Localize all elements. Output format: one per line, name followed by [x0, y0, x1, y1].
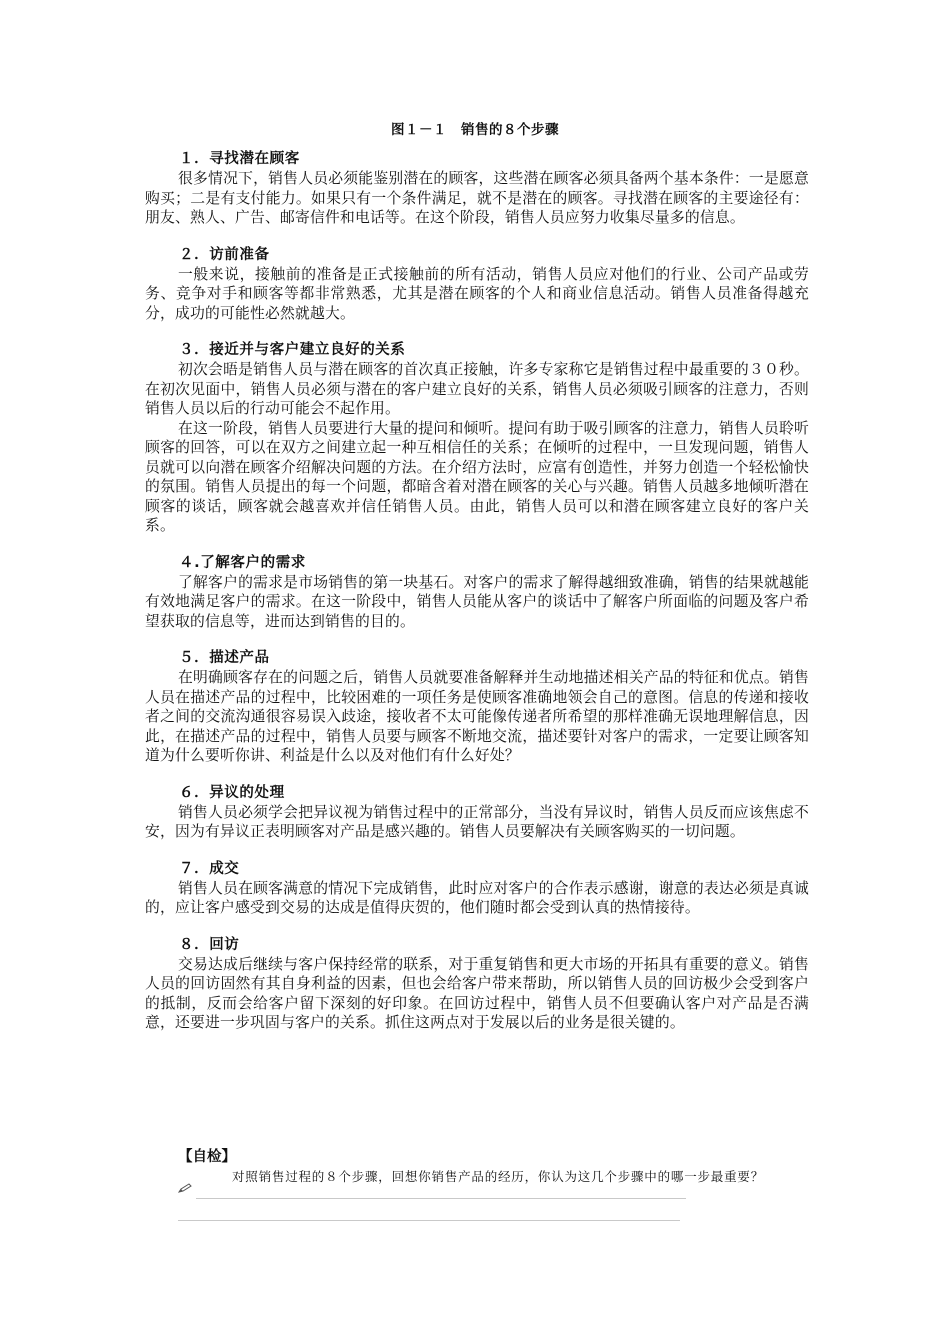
section-paragraph: 在这一阶段，销售人员要进行大量的提问和倾听。提问有助于吸引顾客的注意力，销售人员聆听顾客的回答，可以在双方之间建立起一种互相信任的关系；在倾听的过程中，一旦发现问题，销售人员就可以向潜在顾客介绍解决问题的方法。在介绍方法时，应富有创造性，并努力创造一个轻松愉快的氛围。销售人员提出的每一个问题，都暗含着对潜在顾客的关心与兴趣。销售人员越多地倾听潜在顾客的谈话，顾客就会越喜欢并信任销售人员。由此，销售人员可以和潜在顾客建立良好的客户关系。 [145, 419, 809, 534]
section-heading: ８．回访 [179, 936, 240, 953]
section-paragraph: 在明确顾客存在的问题之后，销售人员就要准备解释并生动地描述相关产品的特征和优点。销售人员在描述产品的过程中，比较困难的一项任务是使顾客准确地领会自己的意图。信息的传递和接收者之间的交流沟通很容易误入歧途，接收者不太可能像传递者所希望的那样准确无误地理解信息，因此，在描述产品的过程中，销售人员要与顾客不断地交流，描述要针对客户的需求，一定要让顾客知道为什么要听你讲、利益是什么以及对他们有什么好处？ [145, 669, 809, 764]
section-3 [145, 341, 809, 536]
main-content [145, 150, 809, 1051]
self-check-question: 对照销售过程的８个步骤，回想你销售产品的经历，你认为这几个步骤中的哪一步最重要？ [232, 1169, 765, 1184]
section-paragraph: 初次会晤是销售人员与潜在顾客的首次真正接触，许多专家称它是销售过程中最重要的３０秒。在初次见面中，销售人员必须与潜在的客户建立良好的关系，销售人员必须吸引顾客的注意力，否则销售人员以后的行动可能会不起作用。 [145, 361, 809, 417]
section-paragraph: 交易达成后继续与客户保持经常的联系，对于重复销售和更大市场的开拓具有重要的意义。销售人员的回访固然有其自身利益的因素，但也会给客户带来帮助，所以销售人员的回访极少会受到客户的抵制，反而会给客户留下深刻的好印象。在回访过程中，销售人员不但要确认客户对产品是否满意，还要进一步巩固与客户的关系。抓住这两点对于发展以后的业务是很关键的。 [145, 955, 809, 1031]
section-4 [145, 554, 809, 632]
self-check [178, 1148, 818, 1185]
section-heading: ７．成交 [179, 860, 240, 877]
section-heading: ４.了解客户的需求 [179, 554, 306, 571]
section-heading: ２．访前准备 [179, 246, 270, 263]
section-5 [145, 649, 809, 766]
answer-line[interactable] [178, 1220, 680, 1221]
section-1 [145, 150, 809, 228]
answer-line[interactable] [196, 1198, 686, 1199]
pencil-icon [178, 1182, 192, 1196]
section-paragraph: 很多情况下，销售人员必须能鉴别潜在的顾客，这些潜在顾客必须具备两个基本条件：一是愿意购买；二是有支付能力。如果只有一个条件满足，就不是潜在的顾客。寻找潜在顾客的主要途径有：朋友、熟人、广告、邮寄信件和电话等。在这个阶段，销售人员应努力收集尽量多的信息。 [145, 170, 809, 226]
figure-title: 图１－１ 销售的８个步骤 [391, 122, 559, 138]
section-heading: ５．描述产品 [179, 650, 270, 666]
section-7 [145, 860, 809, 918]
section-heading: ６．异议的处理 [179, 784, 285, 801]
section-8 [145, 936, 809, 1033]
section-paragraph: 销售人员在顾客满意的情况下完成销售，此时应对客户的合作表示感谢，谢意的表达必须是真诚的，应让客户感受到交易的达成是值得庆贺的，他们随时都会受到认真的热情接待。 [145, 879, 809, 916]
self-check-title: 【自检】 [178, 1149, 236, 1165]
section-2 [145, 246, 809, 324]
section-paragraph: 销售人员必须学会把异议视为销售过程中的正常部分，当没有异议时，销售人员反而应该焦虑不安，因为有异议正表明顾客对产品是感兴趣的。销售人员要解决有关顾客购买的一切问题。 [145, 803, 809, 840]
section-heading: ３．接近并与客户建立良好的关系 [179, 342, 406, 358]
section-6 [145, 784, 809, 842]
section-paragraph: 了解客户的需求是市场销售的第一块基石。对客户的需求了解得越细致准确，销售的结果就越能有效地满足客户的需求。在这一阶段中，销售人员能从客户的谈话中了解客户所面临的问题及客户希望获取的信息等，进而达到销售的目的。 [145, 573, 809, 630]
section-heading: １．寻找潜在顾客 [179, 151, 300, 167]
section-paragraph: 一般来说，接触前的准备是正式接触前的所有活动，销售人员应对他们的行业、公司产品或劳务、竞争对手和顾客等都非常熟悉，尤其是潜在顾客的个人和商业信息活动。销售人员准备得越充分，成功的可能性必然就越大。 [145, 265, 809, 322]
